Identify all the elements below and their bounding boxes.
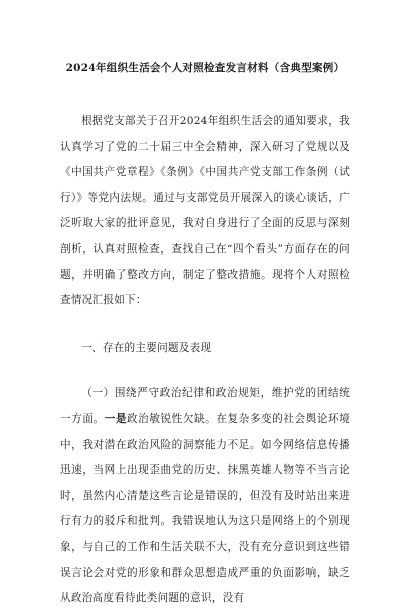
section-heading: 一、存在的主要问题及表现 [81, 341, 212, 354]
point-text: 政治敏锐性欠缺。在复杂多变的社会舆论环境中，我对潜在政治风险的洞察能力不足。如今网络信息传播迅速，当网上出现歪曲党的历史、抹黑英雄人物等不当言论时，虽然内心清楚这些言论是错误的，但没有及时站出来进行有力的驳斥和批判。我错误地认为这只是网络上的个别现象，与自己的工作和生活关联不大，没有充分意识到这些错误言论会对党的形象和群众思想造成严重的负面影响，缺乏从政治高度看待此类问题的意识，没有 [60, 412, 351, 605]
document-title: 2024年组织生活会个人对照检查发言材料（含典型案例） [65, 62, 345, 74]
intro-paragraph: 根据党支部关于召开2024年组织生活会的通知要求，我认真学习了党的二十届三中全会精神，深入研习了党规以及《中国共产党章程》《条例》《中国共产党支部工作条例（试行）》等党内法规。通过与支部党员开展深入的谈心谈话，广泛听取大家的批评意见，我对自身进行了全面的反思与深刻剖析，认真对照检查，查找自己在“四个看头”方面存在的问题，并明确了整改方向，制定了整改措施。现将个人对照检查情况汇报如下： [60, 115, 350, 307]
point-label: 一是 [104, 412, 128, 425]
subsection-lead: （一）围绕严守政治纪律和政治规矩，维护党的团结统一方面。 [60, 387, 350, 425]
body-paragraph [60, 381, 350, 611]
